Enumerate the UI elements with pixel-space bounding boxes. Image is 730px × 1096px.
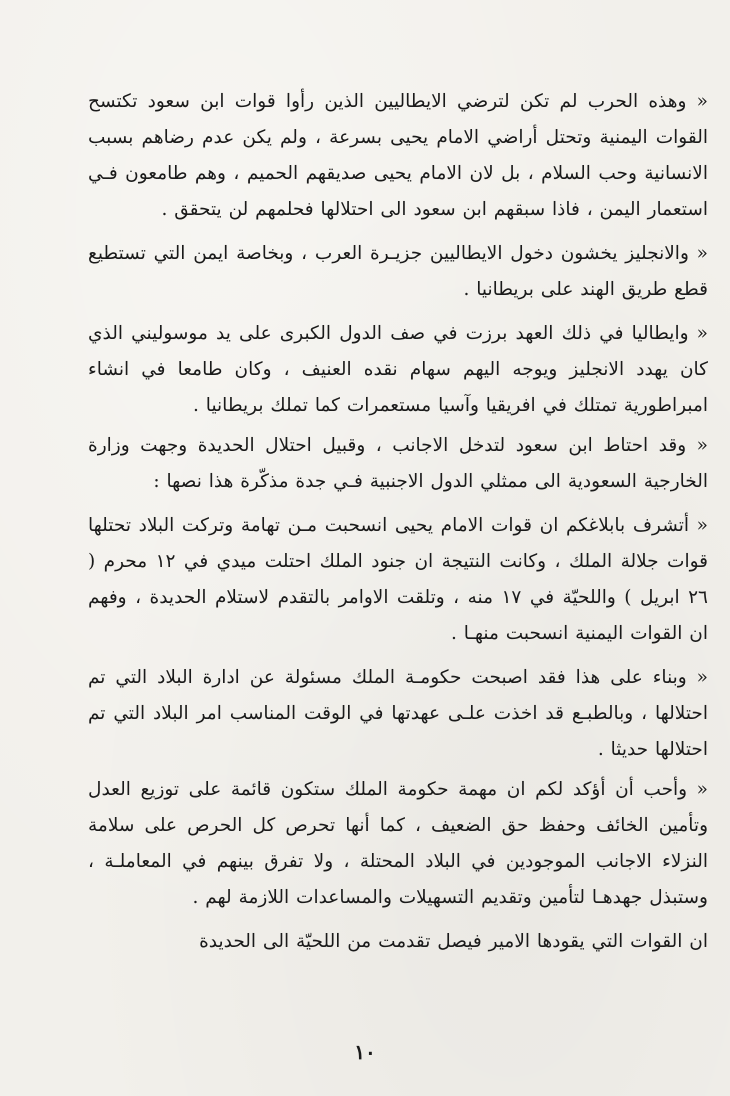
- paragraph-1: « وهذه الحرب لم تكن لترضي الايطاليين الذين رأوا قوات ابن سعود تكتسح القوات اليمنية وتحتل أراضي الامام يحيى بسرعة ، ولم يكن عدم رضاهم بسبب الانسانية وحب السلام ، بل لان الامام يحيى صديقهم الحميم ، وهم طامعون فـي استعمار اليمن ، فاذا سبقهم ابن سعود الى احتلالها فحلمهم لن يتحقق .: [88, 91, 708, 220]
- paragraph-2: « والانجليز يخشون دخول الايطاليين جزيـرة العرب ، وبخاصة ايمن التي تستطيع قطع طريق الهند على بريطانيا .: [88, 243, 708, 300]
- paragraph-5: « أتشرف بابلاغكم ان قوات الامام يحيى انسحبت مـن تهامة وتركت البلاد تحتلها قوات جلالة الملك ، وكانت النتيجة ان جنود الملك احتلت ميدي في ١٢ محرم ( ٢٦ ابريل ) واللحيّة في ١٧ منه ، وتلقت الاوامر بالتقدم لاستلام الحديدة ، وفهم ان القوات اليمنية انسحبت منهـا .: [88, 515, 708, 644]
- paragraph-3: « وايطاليا في ذلك العهد برزت في صف الدول الكبرى على يد موسوليني الذي كان يهدد الانجليز ويوجه اليهم سهام نقده العنيف ، وكان طامعا في انشاء امبراطورية تمتلك في افريقيا وآسيا مستعمرات كما تملك بريطانيا .: [88, 323, 708, 416]
- paragraph-7: « وأحب أن أؤكد لكم ان مهمة حكومة الملك ستكون قائمة على توزيع العدل وتأمين الخائف وحفظ حق الضعيف ، كما أنها تحرص كل الحرص على سلامة النزلاء الاجانب الموجودين في البلاد المحتلة ، ولا تفرق بينهم في المعاملـة ، وستبذل جهدهـا لتأمين وتقديم التسهيلات والمساعدات اللازمة لهم .: [88, 779, 708, 908]
- paragraph-6: « وبناء على هذا فقد اصبحت حكومـة الملك مسئولة عن ادارة البلاد التي تم احتلالها ، وبالطبـع قد اخذت علـى عهدتها في الوقت المناسب امر البلاد التي تم احتلالها حديثا .: [88, 667, 708, 760]
- page-number: ١٠: [354, 1040, 376, 1064]
- body-text: [88, 84, 708, 968]
- paragraph-4: « وقد احتاط ابن سعود لتدخل الاجانب ، وقبيل احتلال الحديدة وجهت وزارة الخارجية السعودية الى ممثلي الدول الاجنبية فـي جدة مذكّرة هذا نصها :: [88, 435, 708, 492]
- paragraph-8: ان القوات التي يقودها الامير فيصل تقدمت من اللحيّة الى الحديدة: [199, 931, 708, 952]
